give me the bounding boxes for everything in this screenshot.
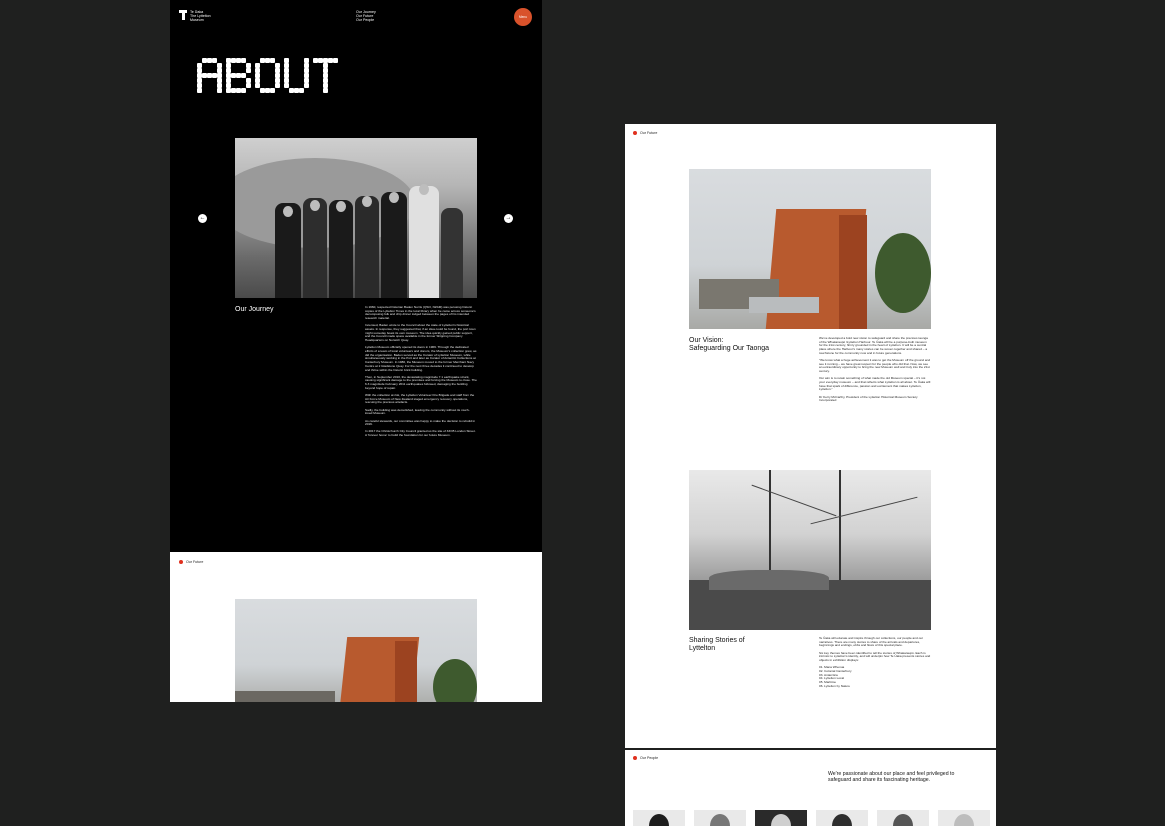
list-item: 02. Colonial Canterbury: [819, 668, 852, 673]
menu-label: Menu: [519, 15, 527, 19]
paragraph: As careful stewards, our committee was happy to make the decision to rebuild in 2016.: [365, 418, 476, 427]
people-page-preview: [625, 750, 996, 826]
slider-next-button[interactable]: [504, 214, 513, 223]
section-heading-our-journey: Our Journey: [235, 306, 274, 313]
nav-link-our-journey[interactable]: Our Journey: [356, 10, 376, 14]
title-letter-a: [197, 58, 222, 94]
paragraph: We've developed a bold new vision to safeguard and share the precious taonga of the Whakaraupō /Lyttelton Harbour. Te Ūaka will be a purpose-built museum for the 21st century, firmly grounded in the heart of Lyttelton. It will be a central place where the Harbour's many stories can be woven together and shared – a touchstone for the community now and in future generations.: [819, 336, 928, 355]
section-tag-label: Our Future: [640, 131, 658, 135]
list-item: 06. Lyttelton by Nature: [819, 683, 851, 688]
section-tag-label: Our People: [640, 756, 659, 760]
paragraph: Six key themes have been identified to tell the stories of Whakaraupō. Each is intrinsic to Lyttelton's identity, and will underpin how Te Ūaka presents stories and objects in exhibition displays:: [819, 650, 931, 663]
portrait-photo[interactable]: [877, 810, 929, 826]
section-tag-our-future: [633, 131, 657, 135]
list-item: 01. Mana Whenua: [819, 665, 845, 670]
arrow-left-icon: ←: [199, 215, 206, 221]
paragraph: In 2017 the Christchurch City Council granted us the site of 33/35 London Street. A 'forever home' to build the foundation for our future Museum.: [365, 429, 476, 438]
nav-link-our-future[interactable]: Our Future: [356, 14, 374, 18]
portrait-photo[interactable]: [755, 810, 807, 826]
logo-text: Te Ūaka The Lyttelton Museum: [190, 10, 211, 22]
section-tag-label: Our Future: [186, 560, 204, 564]
themes-list: [819, 666, 931, 688]
people-intro-text: We're passionate about our place and feel privileged to safeguard and share its fascinating heritage.: [828, 771, 955, 784]
arrow-right-icon: →: [505, 215, 512, 221]
menu-button[interactable]: [514, 8, 532, 26]
paragraph: In 1960, respected historian Baden Norris (QSO, NZAM) was perusing historic copies of the Lyttelton Times in the local library when he came across someone's decomposing folk and chip dinner lodged between the pages of his intended research material.: [365, 305, 476, 321]
paragraph: With the collection at risk, the Lyttelton Volunteer Fire Brigade and staff from the Air Force Museum of New Zealand staged emergency recovery operations, rescuing the precious artefacts.: [365, 393, 475, 405]
paragraph: Then, in September 2010, the devastating magnitude 7.1 earthquake struck, causing significant damage to the premises and forcing the Museum to close. The 6.3 magnitude February 2011 earthquakes followed, damaging the building beyond hope of repair.: [365, 374, 477, 390]
section-tag-our-people: [633, 756, 658, 760]
logo-mark-icon: [179, 10, 187, 20]
stories-body-text: [819, 637, 931, 688]
museum-render-image: [689, 169, 931, 329]
nav-link-our-people[interactable]: Our People: [356, 18, 375, 22]
site-logo[interactable]: [179, 10, 230, 22]
section-heading-sharing-stories: Sharing Stories of Lyttelton: [689, 637, 745, 652]
portrait-photo[interactable]: [938, 810, 990, 826]
vision-body-text: [819, 337, 931, 407]
red-dot-icon: [633, 756, 637, 760]
page-title: [197, 58, 338, 94]
historic-group-photo: [235, 138, 477, 298]
title-letter-b: [226, 58, 251, 94]
red-dot-icon: [179, 560, 183, 564]
portrait-photo[interactable]: [694, 810, 746, 826]
future-page-preview: [170, 552, 542, 702]
section-tag-our-future: [179, 560, 203, 564]
paragraph: Dr Kerry McCarthy, President of the Lyttelton Historical Museum Society Incorporated: [819, 394, 918, 403]
future-page-screen: [625, 124, 996, 748]
slider-prev-button[interactable]: [198, 214, 207, 223]
title-letter-o: [255, 58, 280, 94]
list-item: 05. Maritime: [819, 680, 837, 685]
title-letter-t: [313, 58, 338, 94]
portrait-photo[interactable]: [633, 810, 685, 826]
list-item: 04. Lyttelton Local: [819, 676, 844, 681]
portrait-row: [633, 810, 990, 826]
paragraph: Incensed, Baden wrote to the Council about the state of Lyttelton's historical assets. In response, they suggested that, if an idea could be found, the port town might someday boast its own museum. The idea quickly gained public support, and the Council made space available in the former Shipping Company Headquarters on Norwich Quay.: [365, 323, 476, 343]
historic-ship-photo: [689, 470, 931, 630]
paragraph: Sadly, the building was demolished, leaving the community without its much-loved Museum.: [365, 407, 470, 416]
red-dot-icon: [633, 131, 637, 135]
paragraph: "We know what a huge achievement it was to get the Museum off the ground and see it running – we have great respect for the people who did that. Now, we see an extraordinary opportunity to bring the new Museum well and truly into the 21st century.: [819, 358, 931, 374]
journey-body-text: [365, 306, 477, 441]
museum-render-image: [235, 599, 477, 702]
section-heading-our-vision: Our Vision: Safeguarding Our Taonga: [689, 337, 770, 352]
top-nav: [356, 10, 376, 22]
list-item: 03. Antarctica: [819, 672, 838, 677]
about-page-screen: [170, 0, 542, 552]
paragraph: Te Ūaka will educate and inspire through our collections, our people and our narratives. There are many stories to share of the arrivals and departures, beginnings and endings, ebbs and flows of this special place.: [819, 636, 924, 648]
paragraph: Our aim is to retain something of what made the old Museum special – it's not your everyday museum – and that reflects what Lyttelton is all about. Te Ūaka will have that spark of difference, passion and excitement that makes Lyttelton, Lyttelton.": [819, 376, 931, 392]
portrait-photo[interactable]: [816, 810, 868, 826]
title-letter-u: [284, 58, 309, 94]
paragraph: Lyttelton Museum officially opened its doors in 1969. Through the dedicated efforts of a team of local volunteers and donors, the Museum's collection grew, as did the organisation. Baden served as the Curator of Lyttelton Museum, while simultaneously working in the Port and later as Curator of Antarctic Collections at Canterbury Museum. In 1980, the Museum moved to the former Merchant Navy Centre at 2 Gladstone Quay. For the next three decades it continued to develop and thrive within the historic brick building.: [365, 345, 477, 372]
